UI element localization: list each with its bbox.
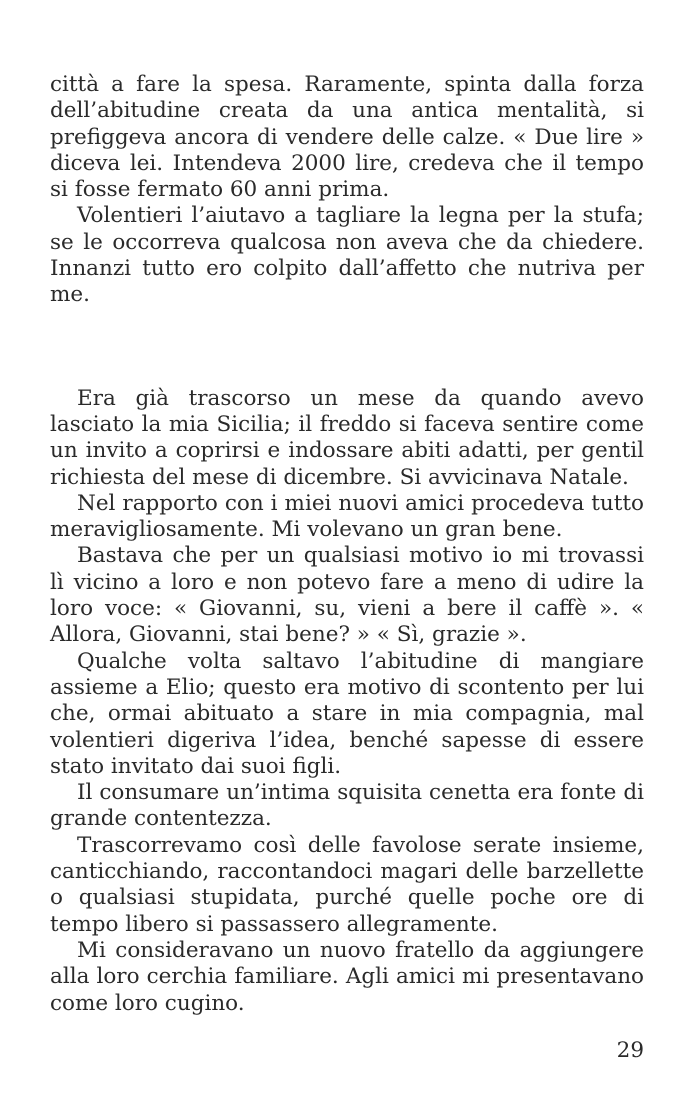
paragraph: Bastava che per un qualsiasi motivo io mi trovassi lì vicino a loro e non potevo fare a meno di udire la loro voce: « Giovanni, su, vieni a bere il caffè ». « Allora, Giovanni, stai bene? » « Sì, grazie ». [50,543,644,648]
page-number: 29 [616,1038,644,1063]
paragraph: Trascorrevamo così delle favolose serate insieme, canticchiando, raccontandoci magari delle barzellette o qualsiasi stupidata, purché quelle poche ore di tempo libero si passassero allegramente. [50,832,644,937]
page-body [50,72,644,1072]
paragraph-continued: città a fare la spesa. Raramente, spinta dalla forza dell’abitudine creata da una antica mentalità, si prefiggeva ancora di vendere delle calze. « Due lire » diceva lei. Intendeva 2000 lire, credeva che il tempo si fosse fermato 60 anni prima. [50,72,644,203]
paragraph: Mi consideravano un nuovo fratello da aggiungere alla loro cerchia familiare. Agli amici mi presentavano come loro cugino. [50,937,644,1016]
paragraph: Qualche volta saltavo l’abitudine di mangiare assieme a Elio; questo era motivo di scontento per lui che, ormai abituato a stare in mia compagnia, mal volentieri digeriva l’idea, benché sapesse di essere stato invitato dai suoi figli. [50,648,644,779]
paragraph: Nel rapporto con i miei nuovi amici procedeva tutto meravigliosamente. Mi volevano un gran bene. [50,490,644,543]
paragraph: Era già trascorso un mese da quando avevo lasciato la mia Sicilia; il freddo si faceva sentire come un invito a coprirsi e indossare abiti adatti, per gentil richiesta del mese di dicembre. Si avvicinava Natale. [50,385,644,490]
paragraph: Volentieri l’aiutavo a tagliare la legna per la stufa; se le occorreva qualcosa non aveva che da chiedere. Innanzi tutto ero colpito dall’affetto che nutriva per me. [50,203,644,308]
paragraph: Il consumare un’intima squisita cenetta era fonte di grande contentezza. [50,780,644,832]
section-break [50,309,644,386]
